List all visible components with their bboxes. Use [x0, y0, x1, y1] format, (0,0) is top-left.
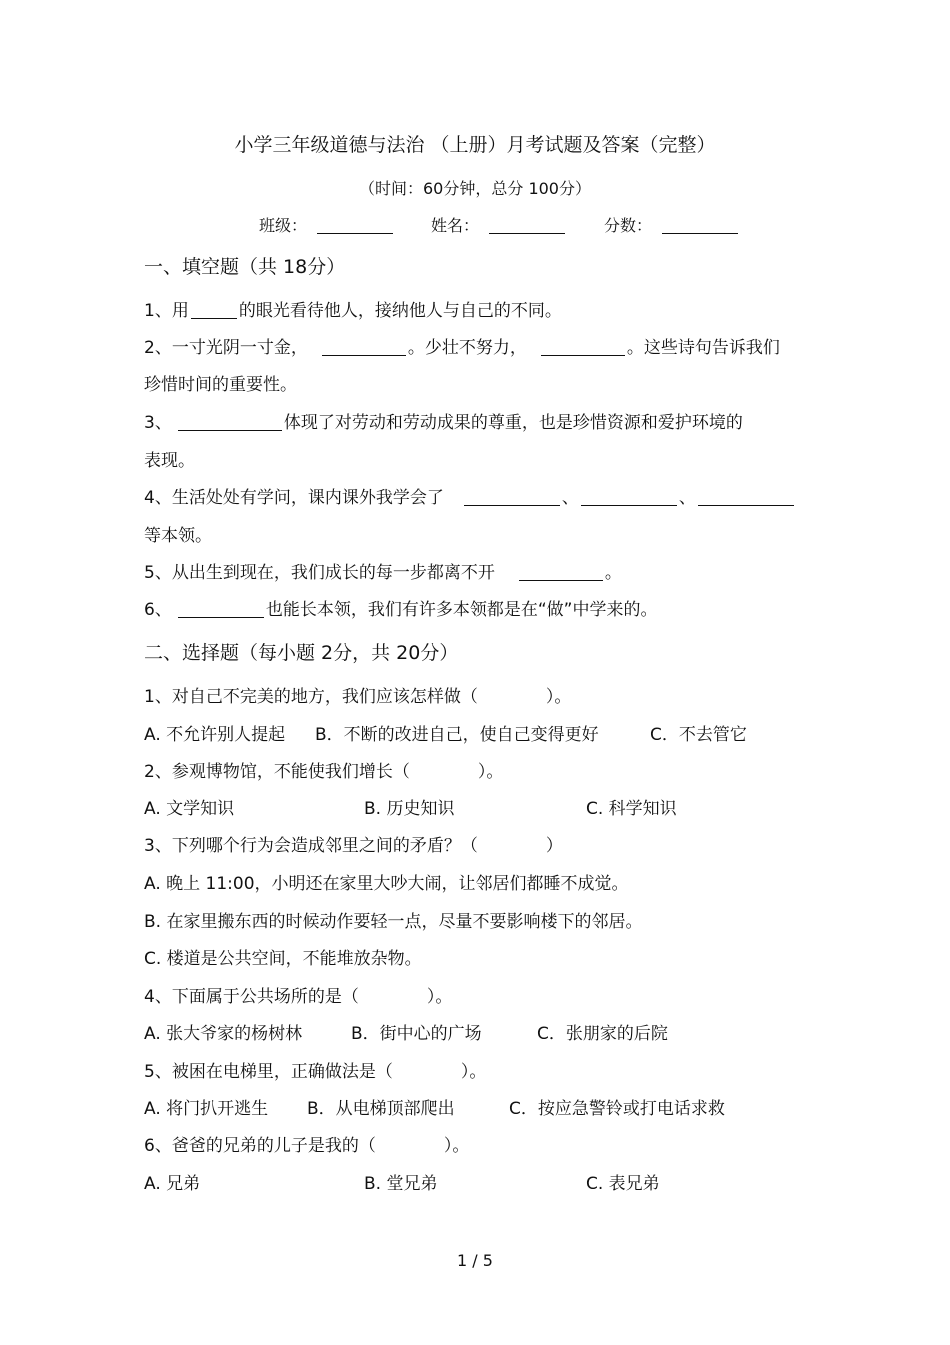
exam-time-info: （时间：60分钟，总分 100分）: [359, 179, 591, 198]
fill-question-2: [144, 338, 780, 358]
q4-sep-1: 、: [561, 488, 579, 508]
choice-question-3-stem: 3、下列哪个行为会造成邻里之间的矛盾？（ ）: [144, 836, 563, 856]
choice-q4-option-b: B．街中心的广场: [351, 1024, 482, 1044]
fill-question-6: [144, 600, 657, 620]
q3-text-a: 3、: [144, 413, 172, 433]
class-blank: [317, 217, 393, 234]
fill-question-5: [144, 563, 622, 583]
section-fill-blank-heading: 一、填空题（共 18分）: [144, 256, 346, 278]
class-field: [259, 213, 393, 236]
q2-blank-1: [322, 339, 406, 356]
choice-q5-option-c: C．按应急警铃或打电话求救: [509, 1099, 725, 1119]
page-number: 1 / 5: [457, 1251, 493, 1270]
choice-q4-option-a: A. 张大爷家的杨树林: [144, 1024, 303, 1044]
q4-sep-2: 、: [678, 488, 696, 508]
choice-q3-option-c: C. 楼道是公共空间，不能堆放杂物。: [144, 949, 422, 969]
q5-text-a: 5、从出生到现在，我们成长的每一步都离不开: [144, 563, 495, 583]
choice-q6-option-c: C. 表兄弟: [586, 1174, 660, 1194]
choice-question-2-stem: 2、参观博物馆，不能使我们增长（ ）。: [144, 762, 504, 782]
q6-text-b: 也能长本领，我们有许多本领都是在“做”中学来的。: [265, 600, 658, 620]
q3-text-b: 体现了对劳动和劳动成果的尊重，也是珍惜资源和爱护环境的: [283, 413, 743, 433]
q6-blank: [178, 601, 264, 618]
section-choice-heading: 二、选择题（每小题 2分，共 20分）: [144, 642, 459, 664]
class-label: 班级：: [259, 216, 308, 235]
choice-q6-option-a: A. 兄弟: [144, 1174, 201, 1194]
choice-question-5-stem: 5、被困在电梯里，正确做法是（ ）。: [144, 1062, 487, 1082]
q2-text-a: 2、一寸光阴一寸金，: [144, 338, 308, 358]
q1-text-a: 1、用: [144, 301, 189, 321]
choice-q5-option-a: A. 将门扒开逃生: [144, 1099, 269, 1119]
choice-q5-option-b: B．从电梯顶部爬出: [307, 1099, 455, 1119]
q2-continuation: 珍惜时间的重要性。: [144, 375, 297, 395]
choice-q6-option-b: B. 堂兄弟: [364, 1174, 438, 1194]
q4-blank-3: [698, 489, 794, 506]
choice-q1-option-b: B．不断的改进自己，使自己变得更好: [315, 725, 599, 745]
choice-q2-option-c: C. 科学知识: [586, 799, 677, 819]
name-label: 姓名：: [431, 216, 480, 235]
choice-q4-option-c: C．张朋家的后院: [537, 1024, 668, 1044]
score-label: 分数：: [604, 216, 653, 235]
choice-question-6-stem: 6、爸爸的兄弟的儿子是我的（ ）。: [144, 1136, 470, 1156]
fill-question-3: [144, 413, 743, 433]
choice-q3-option-b: B. 在家里搬东西的时候动作要轻一点，尽量不要影响楼下的邻居。: [144, 912, 643, 932]
choice-q1-option-a: A. 不允许别人提起: [144, 725, 286, 745]
choice-question-1-stem: 1、对自己不完美的地方，我们应该怎样做（ ）。: [144, 687, 572, 707]
q3-blank: [178, 414, 282, 431]
q4-text-a: 4、生活处处有学问，课内课外我学会了: [144, 488, 444, 508]
q3-continuation: 表现。: [144, 451, 195, 471]
name-blank: [489, 217, 565, 234]
score-blank: [662, 217, 738, 234]
choice-q3-option-a: A. 晚上 11:00，小明还在家里大吵大闹，让邻居们都睡不成觉。: [144, 874, 629, 894]
q2-text-c: 。这些诗句告诉我们: [626, 338, 780, 358]
score-field: [604, 213, 738, 236]
name-field: [431, 213, 565, 236]
q5-text-b: 。: [604, 563, 622, 583]
q6-text-a: 6、: [144, 600, 172, 620]
fill-question-1: [144, 301, 562, 321]
choice-question-4-stem: 4、下面属于公共场所的是（ ）。: [144, 987, 453, 1007]
q1-blank: [191, 302, 237, 319]
page-title: 小学三年级道德与法治 （上册）月考试题及答案（完整）: [234, 134, 716, 156]
q4-blank-1: [464, 489, 560, 506]
choice-q1-option-c: C．不去管它: [650, 725, 747, 745]
q4-continuation: 等本领。: [144, 526, 212, 546]
q2-blank-2: [541, 339, 625, 356]
choice-q2-option-a: A. 文学知识: [144, 799, 235, 819]
q5-blank: [519, 564, 603, 581]
choice-q2-option-b: B. 历史知识: [364, 799, 455, 819]
q1-text-b: 的眼光看待他人，接纳他人与自己的不同。: [238, 301, 562, 321]
q4-blank-2: [581, 489, 677, 506]
q2-text-b: 。少壮不努力，: [407, 338, 527, 358]
fill-question-4: [144, 488, 794, 508]
